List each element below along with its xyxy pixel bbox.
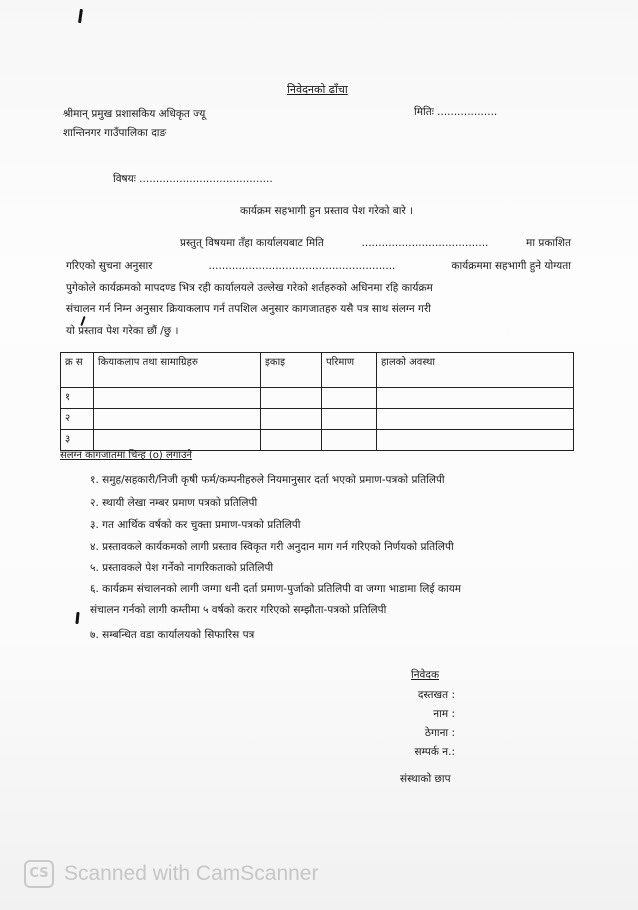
table-cell [377, 409, 574, 430]
table-cell [322, 430, 377, 451]
organization-stamp-label: संस्थाको छाप [400, 773, 451, 785]
table-cell [261, 409, 322, 430]
attachment-item-5: ५. प्रस्तावकले पेश गर्नेको नागरिकताको प्रतिलिपी [90, 562, 274, 574]
attachment-item-2: २. स्थायी लेखा नम्बर प्रमाण पत्रको प्रतिलिपी [90, 497, 258, 509]
recipient-line-2: शान्तिनगर गाउँपालिका दाङ [63, 127, 167, 139]
table-cell [261, 430, 322, 451]
body-line-1 [180, 236, 571, 250]
table-cell [322, 388, 377, 409]
body-line-3-text: पुगेकोले कार्यक्रमको मापदण्ड भित्र रही कार्यालयले उल्लेख गरेको शर्तहरुको अधिनमा रहि कार्यक्रम [66, 282, 433, 294]
body-line-2-part-2: ........................................................ [208, 260, 396, 272]
body-line-1-part-2: ...................................... [361, 237, 489, 249]
attachment-item-1: १. समुह/सहकारी/निजी कृषी फर्म/कम्पनीहरुले नियमानुसार दर्ता भएको प्रमाण-पत्रको प्रतिलिपी [90, 474, 445, 486]
table-cell [94, 430, 261, 451]
table-cell-sn: २ [61, 409, 94, 430]
camscanner-logo-icon: CS [24, 860, 54, 888]
table-cell-sn: ३ [61, 430, 94, 451]
signature-heading: निवेदक [411, 669, 440, 681]
attachment-item-4: ४. प्रस्तावकले कार्यकमको लागी प्रस्ताव स्विकृत गरी अनुदान माग गर्न गरिएको निर्णयको प्रतिलिपी [90, 541, 454, 553]
table-header-status: हालको अवस्था [377, 353, 574, 388]
table-header-unit: इकाइ [261, 353, 322, 388]
address-field: ठेगाना : [424, 727, 455, 739]
attachment-item-6-cont: संचालन गर्नको लागी कम्तीमा ५ वर्षको करार गरिएको सम्झौता-पत्रको प्रतिलिपी [90, 604, 387, 616]
table-cell-sn: १ [61, 388, 94, 409]
attachment-item-3: ३. गत आर्थिक वर्षको कर चुक्ता प्रमाण-पत्रको प्रतिलिपी [90, 519, 301, 531]
form-title: निवेदनको ढाँचा [287, 83, 348, 96]
body-line-2-part-1: गरिएको सुचना अनुसार [66, 260, 153, 272]
table-header-quantity: परिमाण [322, 353, 377, 388]
recipient-line-1: श्रीमान् प्रमुख प्रशासकिय अधिकृत ज्यू [63, 108, 206, 120]
table-header-sn: क्र स [61, 353, 94, 388]
table-row [61, 409, 574, 430]
table-cell [261, 388, 322, 409]
body-line-4-text: संचालन गर्न निम्न अनुसार क्रियाकलाप गर्न तपशिल अनुसार कागजातहरु यसै पत्र साथ संलग्न गरी [66, 303, 431, 315]
table-row [61, 388, 574, 409]
table-cell [377, 430, 574, 451]
table-header-activity: कियाकलाप तथा सामाग्रिहरु [94, 353, 261, 388]
subject-label: विषयः ........................................ [113, 173, 273, 185]
camscanner-watermark [24, 860, 318, 888]
body-line-3 [66, 281, 571, 295]
attachment-item-7: ७. सम्बन्धित वडा कार्यालयको सिफारिस पत्र [90, 629, 255, 641]
subject-title: कार्यक्रम सहभागी हुन प्रस्ताव पेश गरेको बारे । [240, 205, 414, 217]
body-line-2-part-3: कार्यक्रममा सहभागी हुने योग्यता [451, 260, 571, 272]
date-label: मितिः .................. [414, 106, 498, 118]
activity-table [60, 352, 574, 451]
table-cell [94, 409, 261, 430]
attachments-heading: संलग्न कागजातमा चिन्ह (o) लगाउने [60, 450, 192, 461]
body-line-5 [66, 324, 571, 338]
body-line-5-text: यो प्रस्ताव पेश गरेका छौं /छु । [66, 325, 179, 337]
camscanner-text: Scanned with CamScanner [64, 862, 319, 885]
pen-mark-left [75, 612, 79, 624]
body-line-4 [66, 302, 571, 316]
body-line-1-part-3: मा प्रकाशित [526, 237, 571, 249]
signature-field: दस्तखत : [417, 689, 455, 701]
table-header-row [61, 353, 574, 388]
table-cell [94, 388, 261, 409]
name-field: नाम : [433, 708, 455, 720]
body-line-2 [66, 259, 571, 273]
table-row [61, 430, 574, 451]
pen-mark-top [78, 9, 83, 23]
table-cell [377, 388, 574, 409]
attachment-item-6: ६. कार्यक्रम संचालनको लागी जग्गा धनी दर्ता प्रमाण-पुर्जाको प्रतिलिपी वा जग्गा भाडामा लिई कायम [90, 583, 462, 595]
contact-field: सम्पर्क न.: [414, 746, 455, 758]
body-line-1-part-1: प्रस्तुत् विषयमा तँहा कार्यालयबाट मिति [180, 237, 324, 249]
table-cell [322, 409, 377, 430]
